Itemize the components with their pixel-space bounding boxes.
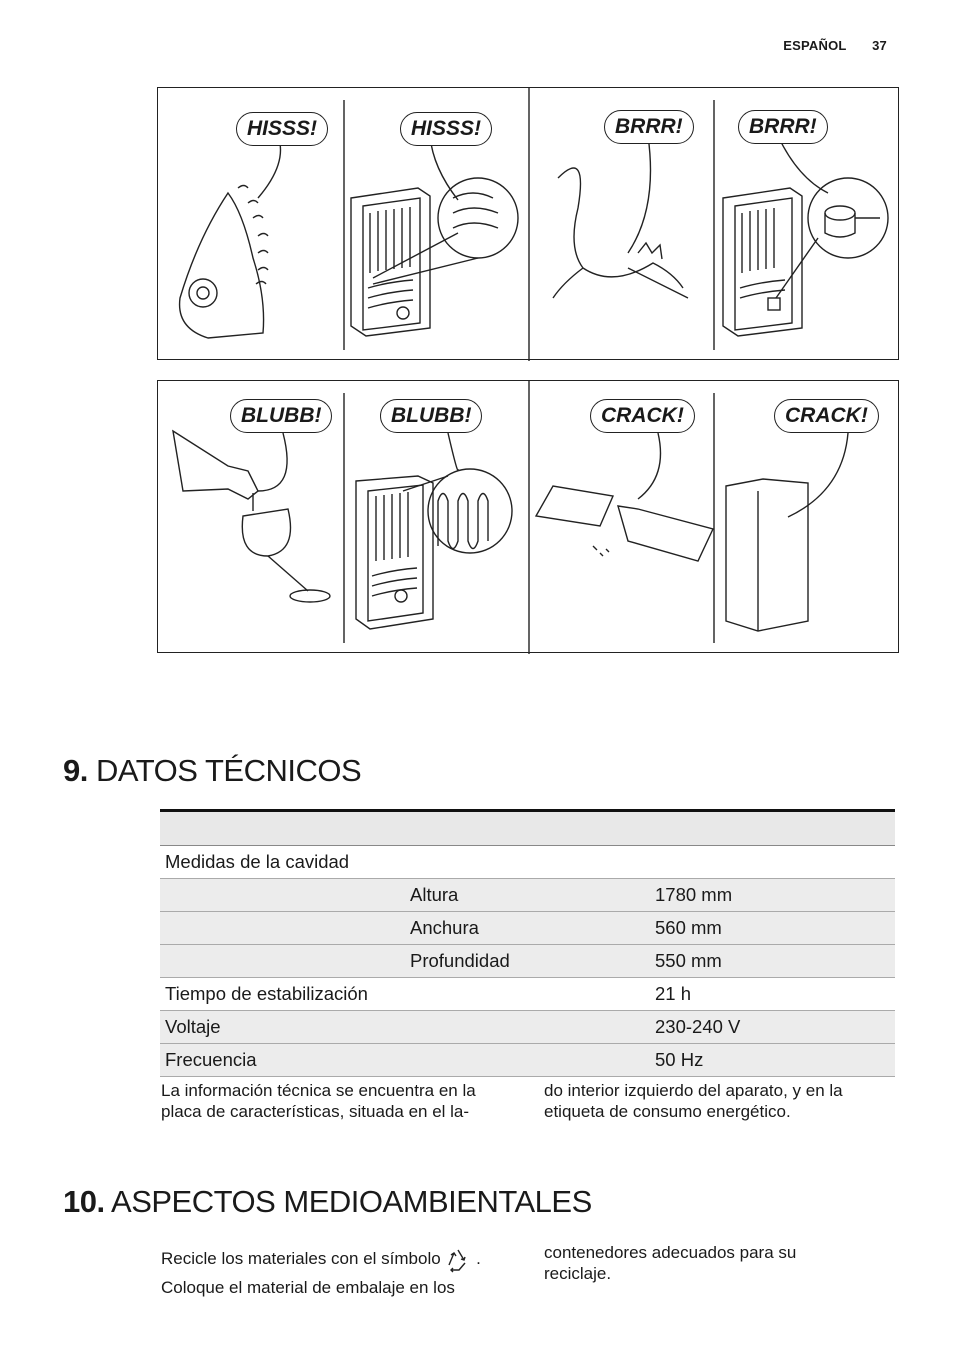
environment-text-period: .: [476, 1249, 481, 1268]
sound-bubble: HISSS!: [236, 112, 328, 146]
table-cell: [405, 846, 650, 879]
environment-text-line1: Recicle los materiales con el símbolo: [161, 1249, 441, 1268]
table-cell: [405, 1044, 650, 1077]
table-row: [160, 1011, 895, 1044]
illustration-panel-noises-1: [157, 87, 899, 360]
header-language: ESPAÑOL: [783, 38, 847, 53]
sound-bubble: BLUBB!: [380, 399, 482, 433]
illustration-panel-noises-2: [157, 380, 899, 653]
table-cell: [160, 912, 405, 945]
sound-bubble: BRRR!: [738, 110, 828, 144]
sound-bubble: BRRR!: [604, 110, 694, 144]
table-cell: [405, 978, 650, 1011]
table-header-row: [160, 811, 895, 846]
table-row: [160, 912, 895, 945]
technical-data-table: [160, 809, 895, 1077]
table-row: [160, 945, 895, 978]
table-row: [160, 1044, 895, 1077]
table-row: [160, 879, 895, 912]
technical-note-col1: La información técnica se encuentra en la placa de características, situada en el la-: [161, 1081, 476, 1121]
header-page-number: 37: [872, 38, 887, 53]
section-10-heading: [63, 1184, 592, 1220]
table-cell: 1780 mm: [650, 879, 895, 912]
section-9-number: 9.: [63, 753, 88, 788]
table-cell: [405, 1011, 650, 1044]
table-cell: [160, 945, 405, 978]
sound-bubble: CRACK!: [590, 399, 695, 433]
section-10-number: 10.: [63, 1184, 105, 1219]
table-row: [160, 846, 895, 879]
table-cell: Frecuencia: [160, 1044, 405, 1077]
environment-text-line2: Coloque el material de embalaje en los: [161, 1278, 455, 1297]
table-cell: 230-240 V: [650, 1011, 895, 1044]
sound-bubble: CRACK!: [774, 399, 879, 433]
page-header: [783, 38, 887, 53]
table-cell: [650, 846, 895, 879]
table-cell: Voltaje: [160, 1011, 405, 1044]
environment-text-col1: [161, 1244, 531, 1302]
table-row: [160, 978, 895, 1011]
table-cell: 560 mm: [650, 912, 895, 945]
table-cell: Altura: [405, 879, 650, 912]
table-cell: Profundidad: [405, 945, 650, 978]
table-cell: [160, 879, 405, 912]
section-9-title: DATOS TÉCNICOS: [95, 753, 362, 788]
table-cell: 21 h: [650, 978, 895, 1011]
sound-bubble: BLUBB!: [230, 399, 332, 433]
table-cell: 50 Hz: [650, 1044, 895, 1077]
environment-text-col2: contenedores adecuados para su reciclaje.: [544, 1243, 797, 1283]
recycle-icon: [445, 1247, 471, 1273]
technical-note-col2: do interior izquierdo del aparato, y en la etiqueta de consumo energético.: [544, 1081, 843, 1121]
section-10-title: ASPECTOS MEDIOAMBIENTALES: [111, 1184, 592, 1219]
table-cell: Medidas de la cavidad: [160, 846, 405, 879]
table-cell: Anchura: [405, 912, 650, 945]
section-9-heading: [63, 753, 361, 789]
table-cell: Tiempo de estabilización: [160, 978, 405, 1011]
table-cell: 550 mm: [650, 945, 895, 978]
sound-bubble: HISSS!: [400, 112, 492, 146]
